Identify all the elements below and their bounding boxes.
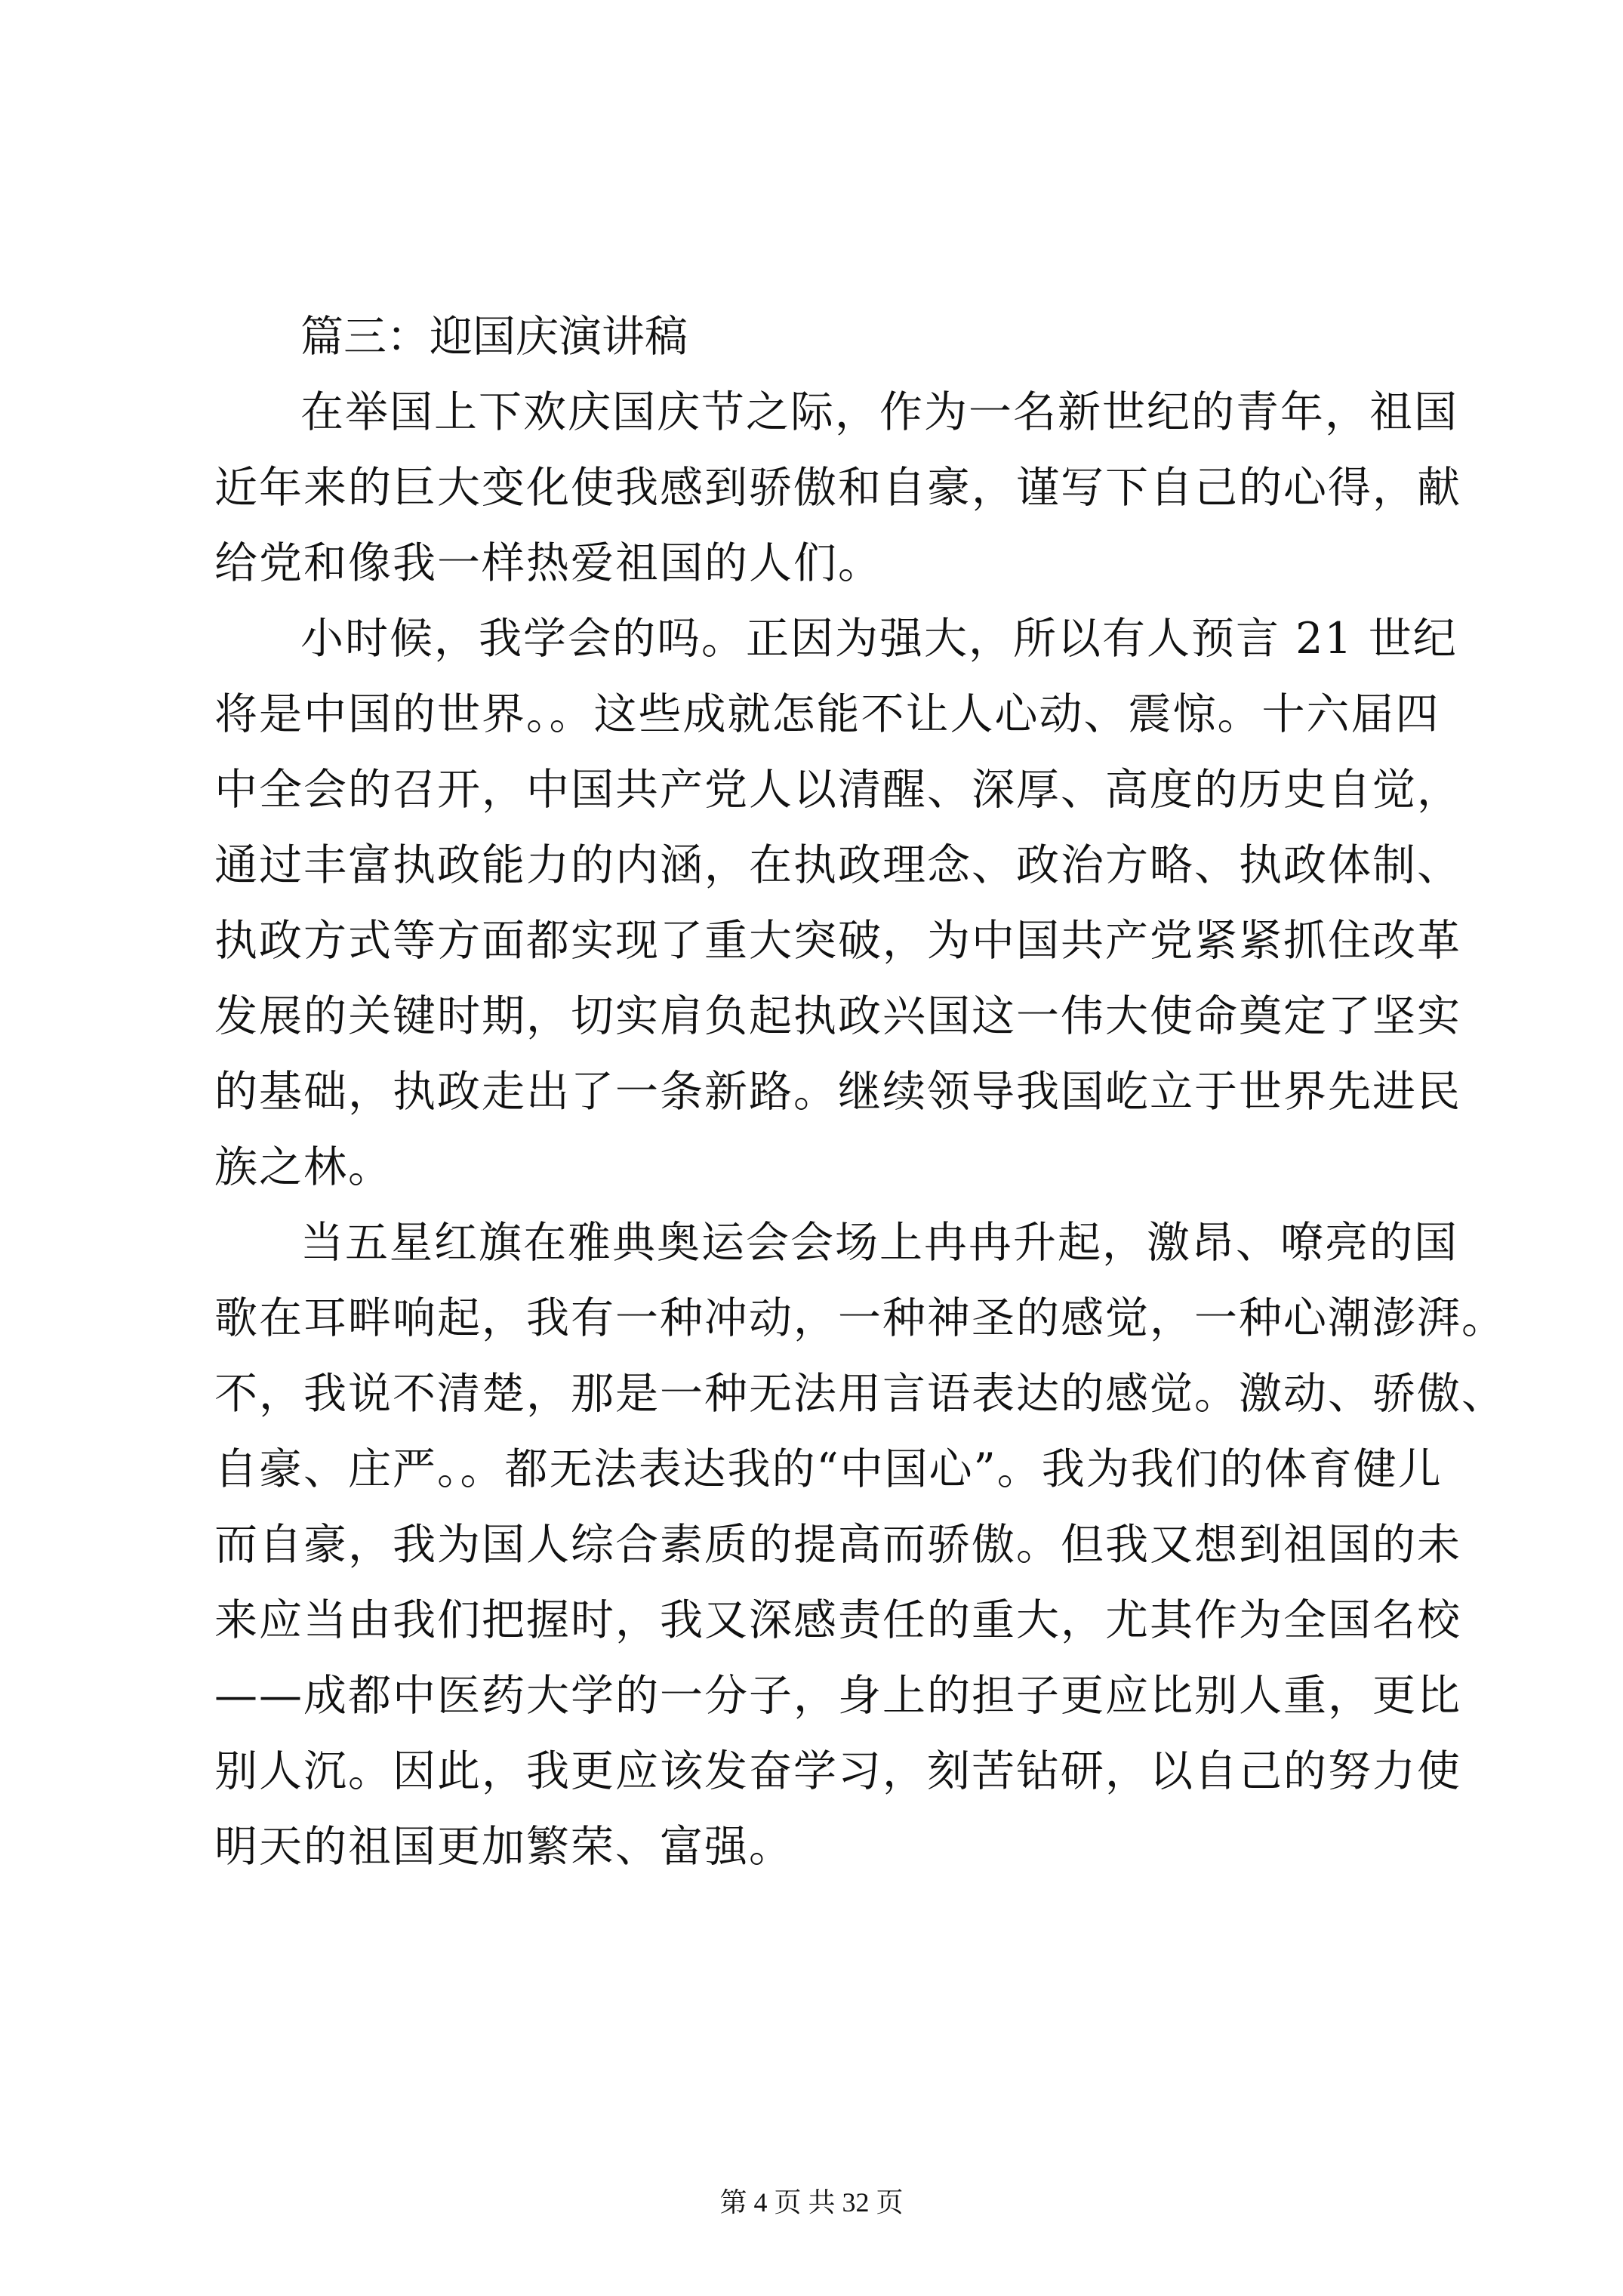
paragraph-line: 中全会的召开，中国共产党人以清醒、深厚、高度的历史自觉， xyxy=(214,765,1461,815)
paragraph-line: ——成都中医药大学的一分子，身上的担子更应比别人重，更比 xyxy=(214,1671,1461,1721)
document-body xyxy=(214,299,1506,1885)
paragraph-3 xyxy=(214,1205,1506,1885)
paragraph-line: 执政方式等方面都实现了重大突破，为中国共产党紧紧抓住改革 xyxy=(214,916,1461,966)
paragraph-line: 歌在耳畔响起，我有一种冲动，一种神圣的感觉，一种心潮澎湃。 xyxy=(214,1293,1506,1343)
page-footer: 第 4 页 共 32 页 xyxy=(719,2187,904,2217)
paragraph-line: 给党和像我一样热爱祖国的人们。 xyxy=(214,538,882,588)
paragraph-2 xyxy=(214,601,1461,1205)
paragraph-line: 小时候，我学会的吗。正因为强大，所以有人预言 21 世纪 xyxy=(300,614,1458,664)
paragraph-line: 近年来的巨大变化使我感到骄傲和自豪，谨写下自己的心得，献 xyxy=(214,463,1461,513)
paragraph-line: 当五星红旗在雅典奥运会会场上冉冉升起，激昂、嘹亮的国 xyxy=(300,1218,1458,1268)
paragraph-line: 将是中国的世界。。这些成就怎能不让人心动、震惊。十六届四 xyxy=(214,689,1440,739)
paragraph-line: 明天的祖国更加繁荣、富强。 xyxy=(214,1822,793,1872)
paragraph-line: 不，我说不清楚，那是一种无法用言语表达的感觉。激动、骄傲、 xyxy=(214,1369,1506,1419)
paragraph-line: 发展的关键时期，切实肩负起执政兴国这一伟大使命奠定了坚实 xyxy=(214,991,1461,1041)
paragraph-line: 通过丰富执政能力的内涵，在执政理念、政治方略、执政体制、 xyxy=(214,840,1461,890)
paragraph-line: 别人沉。因此，我更应该发奋学习，刻苦钻研，以自己的努力使 xyxy=(214,1746,1461,1796)
paragraph-line: 来应当由我们把握时，我又深感责任的重大，尤其作为全国名校 xyxy=(214,1595,1461,1645)
section-title: 篇三：迎国庆演讲稿 xyxy=(300,312,688,362)
paragraph-line: 的基础，执政走出了一条新路。继续领导我国屹立于世界先进民 xyxy=(214,1067,1461,1117)
paragraph-1 xyxy=(214,374,1461,601)
paragraph-line: 自豪、庄严。。都无法表达我的“中国心”。我为我们的体育健儿 xyxy=(214,1444,1443,1494)
paragraph-line: 族之林。 xyxy=(214,1142,393,1192)
paragraph-line: 而自豪，我为国人综合素质的提高而骄傲。但我又想到祖国的未 xyxy=(214,1520,1461,1570)
paragraph-line: 在举国上下欢庆国庆节之际，作为一名新世纪的青年，祖国 xyxy=(300,387,1458,437)
